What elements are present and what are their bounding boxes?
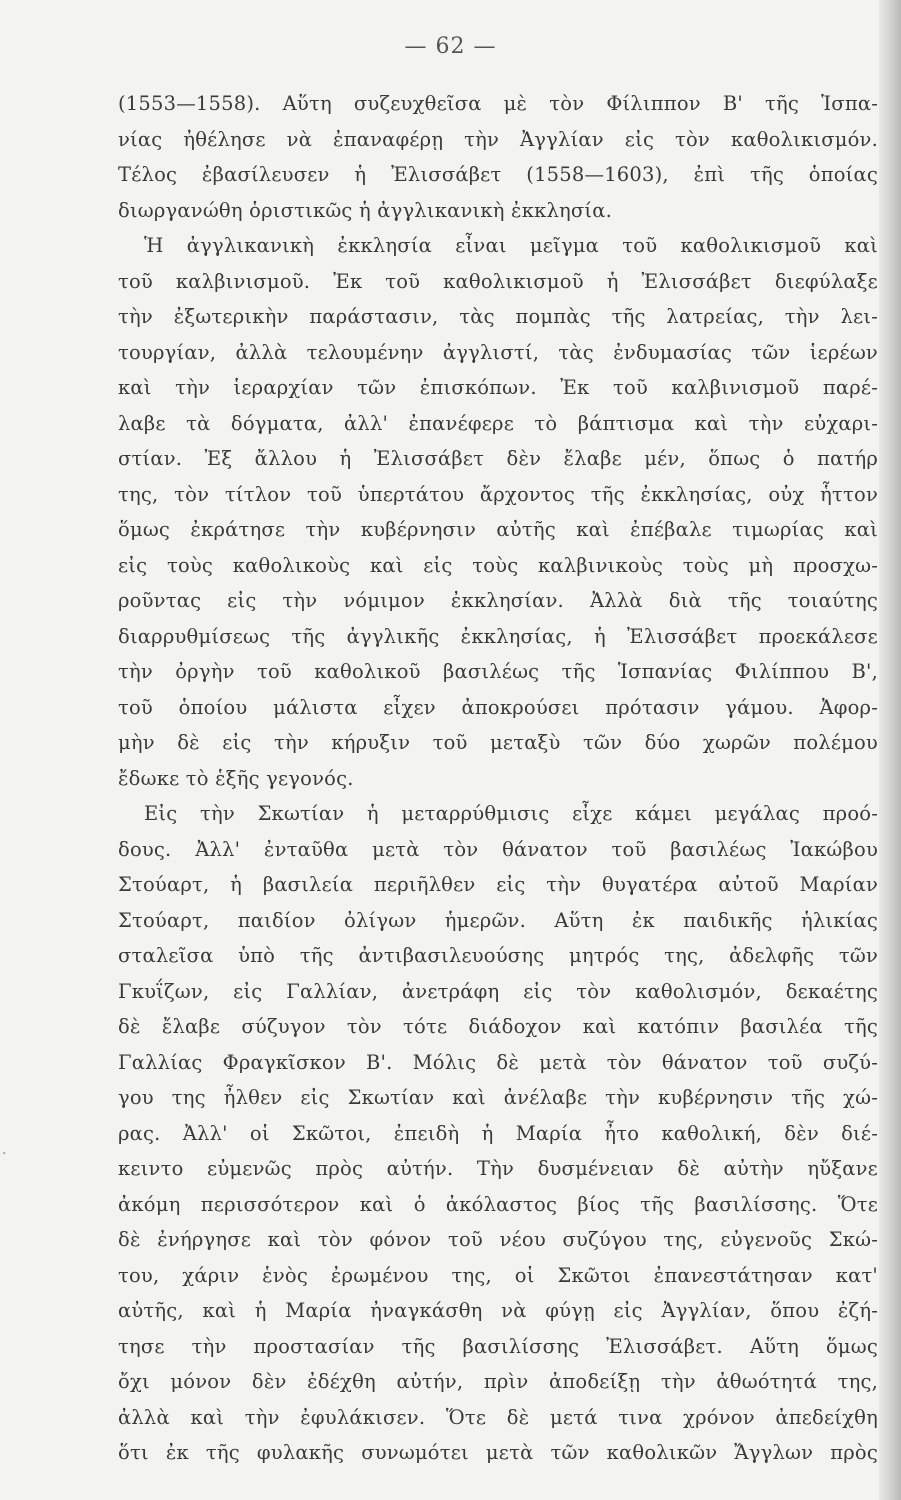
text-line: Στούαρτ, ἡ βασιλεία περιῆλθεν εἰς τὴν θυγατέρα αὐτοῦ Μαρίαν [118,873,878,896]
text-line: καὶ τὴν ἱεραρχίαν τῶν ἐπισκόπων. Ἐκ τοῦ καλβινισμοῦ παρέ- [118,376,878,399]
text-line: εἰς τοὺς καθολικοὺς καὶ εἰς τοὺς καλβινικοὺς τοὺς μὴ προσχω- [118,553,878,577]
text-line: κειντο εὐμενῶς πρὸς αὐτήν. Τὴν δυσμένειαν δὲ αὐτὴν ηὔξανε [118,1157,878,1180]
text-line: στίαν. Ἐξ ἄλλου ἡ Ἐλισσάβετ δὲν ἔλαβε μέν, ὅπως ὁ πατήρ [118,447,878,470]
text-body [118,86,878,1471]
margin-speck: · [2,1146,7,1162]
page-number: — 62 — [404,34,497,59]
text-line: της, τὸν τίτλον τοῦ ὑπερτάτου ἄρχοντος τῆς ἐκκλησίας, οὐχ ἧττον [118,482,878,506]
text-line: ρας. Ἀλλ' οἱ Σκῶτοι, ἐπειδὴ ἡ Μαρία ἦτο καθολική, δὲν διέ- [118,1121,878,1145]
text-line: ὅμως ἐκράτησε τὴν κυβέρνησιν αὐτῆς καὶ ἐπέβαλε τιμωρίας καὶ [118,518,878,541]
text-line: διαρρυθμίσεως τῆς ἀγγλικῆς ἐκκλησίας, ἡ Ἐλισσάβετ προεκάλεσε [118,624,878,648]
binding-edge [879,0,901,1500]
text-line: Εἰς τὴν Σκωτίαν ἡ μεταρρύθμισις εἶχε κάμει μεγάλας προό- [144,802,878,825]
text-line: του, χάριν ἑνὸς ἐρωμένου της, οἱ Σκῶτοι ἐπανεστάτησαν κατ' [118,1263,878,1287]
text-line: Γαλλίας Φραγκῖσκον Β'. Μόλις δὲ μετὰ τὸν θάνατον τοῦ συζύ- [118,1050,878,1074]
text-line: (1553—1558). Αὕτη συζευχθεῖσα μὲ τὸν Φίλιππον Β' τῆς Ἱσπα- [118,92,878,115]
text-line: ἔδωκε τὸ ἑξῆς γεγονός. [118,766,354,790]
text-line: τοῦ ὁποίου μάλιστα εἶχεν ἀποκρούσει πρότασιν γάμου. Ἀφορ- [118,695,878,719]
text-line: δους. Ἀλλ' ἐνταῦθα μετὰ τὸν θάνατον τοῦ βασιλέως Ἰακώβου [118,837,878,861]
text-line: ἀκόμη περισσότερον καὶ ὁ ἀκόλαστος βίος τῆς βασιλίσσης. Ὅτε [118,1192,878,1216]
text-line: μὴν δὲ εἰς τὴν κήρυξιν τοῦ μεταξὺ τῶν δύο χωρῶν πολέμου [118,731,878,754]
text-line: Στούαρτ, παιδίον ὀλίγων ἡμερῶν. Αὕτη ἐκ παιδικῆς ἡλικίας [118,908,878,932]
text-line: ὄχι μόνον δὲν ἐδέχθη αὐτήν, πρὶν ἀποδείξῃ τὴν ἀθωότητά της, [118,1370,878,1393]
text-line: γου της ἦλθεν εἰς Σκωτίαν καὶ ἀνέλαβε τὴν κυβέρνησιν τῆς χώ- [118,1086,878,1109]
text-line: δὲ ἐνήργησε καὶ τὸν φόνον τοῦ νέου συζύγου της, εὐγενοῦς Σκώ- [118,1228,878,1251]
text-line: τὴν ὀργὴν τοῦ καθολικοῦ βασιλέως τῆς Ἱσπανίας Φιλίππου Β', [118,660,878,683]
text-line: διωργανώθη ὁριστικῶς ἡ ἀγγλικανικὴ ἐκκλησία. [118,198,613,222]
text-line: αὐτῆς, καὶ ἡ Μαρία ἠναγκάσθη νὰ φύγῃ εἰς Ἀγγλίαν, ὅπου ἐζή- [118,1299,878,1322]
text-line: τοῦ καλβινισμοῦ. Ἐκ τοῦ καθολικισμοῦ ἡ Ἐλισσάβετ διεφύλαξε [118,269,878,293]
text-line: Γκυΐζων, εἰς Γαλλίαν, ἀνετράφη εἰς τὸν καθολισμόν, δεκαέτης [118,979,878,1003]
text-line: Ἡ ἀγγλικανικὴ ἐκκλησία εἶναι μεῖγμα τοῦ καθολικισμοῦ καὶ [144,234,878,257]
text-line: ἀλλὰ καὶ τὴν ἐφυλάκισεν. Ὅτε δὲ μετά τινα χρόνον ἀπεδείχθη [118,1405,878,1429]
text-line: ροῦντας εἰς τὴν νόμιμον ἐκκλησίαν. Ἀλλὰ διὰ τῆς τοιαύτης [118,589,878,612]
text-line: τὴν ἐξωτερικὴν παράστασιν, τὰς πομπὰς τῆς λατρείας, τὴν λει- [118,305,878,328]
text-line: τουργίαν, ἀλλὰ τελουμένην ἀγγλιστί, τὰς ἐνδυμασίας τῶν ἱερέων [118,340,878,364]
text-line: λαβε τὰ δόγματα, ἀλλ' ἐπανέφερε τὸ βάπτισμα καὶ τὴν εὐχαρι- [118,411,878,435]
text-line: δὲ ἔλαβε σύζυγον τὸν τότε διάδοχον καὶ κατόπιν βασιλέα τῆς [118,1015,878,1038]
text-line: ὅτι ἐκ τῆς φυλακῆς συνωμότει μετὰ τῶν καθολικῶν Ἄγγλων πρὸς [118,1441,878,1464]
text-line: νίας ἠθέλησε νὰ ἐπαναφέρῃ τὴν Ἀγγλίαν εἰς τὸν καθολικισμόν. [118,127,878,151]
text-line: σταλεῖσα ὑπὸ τῆς ἀντιβασιλευούσης μητρός της, ἀδελφῆς τῶν [118,944,878,967]
text-line: Τέλος ἐβασίλευσεν ἡ Ἐλισσάβετ (1558—1603), ἐπὶ τῆς ὁποίας [118,163,878,186]
text-line: τησε τὴν προστασίαν τῆς βασιλίσσης Ἐλισσάβετ. Αὕτη ὅμως [118,1334,878,1358]
